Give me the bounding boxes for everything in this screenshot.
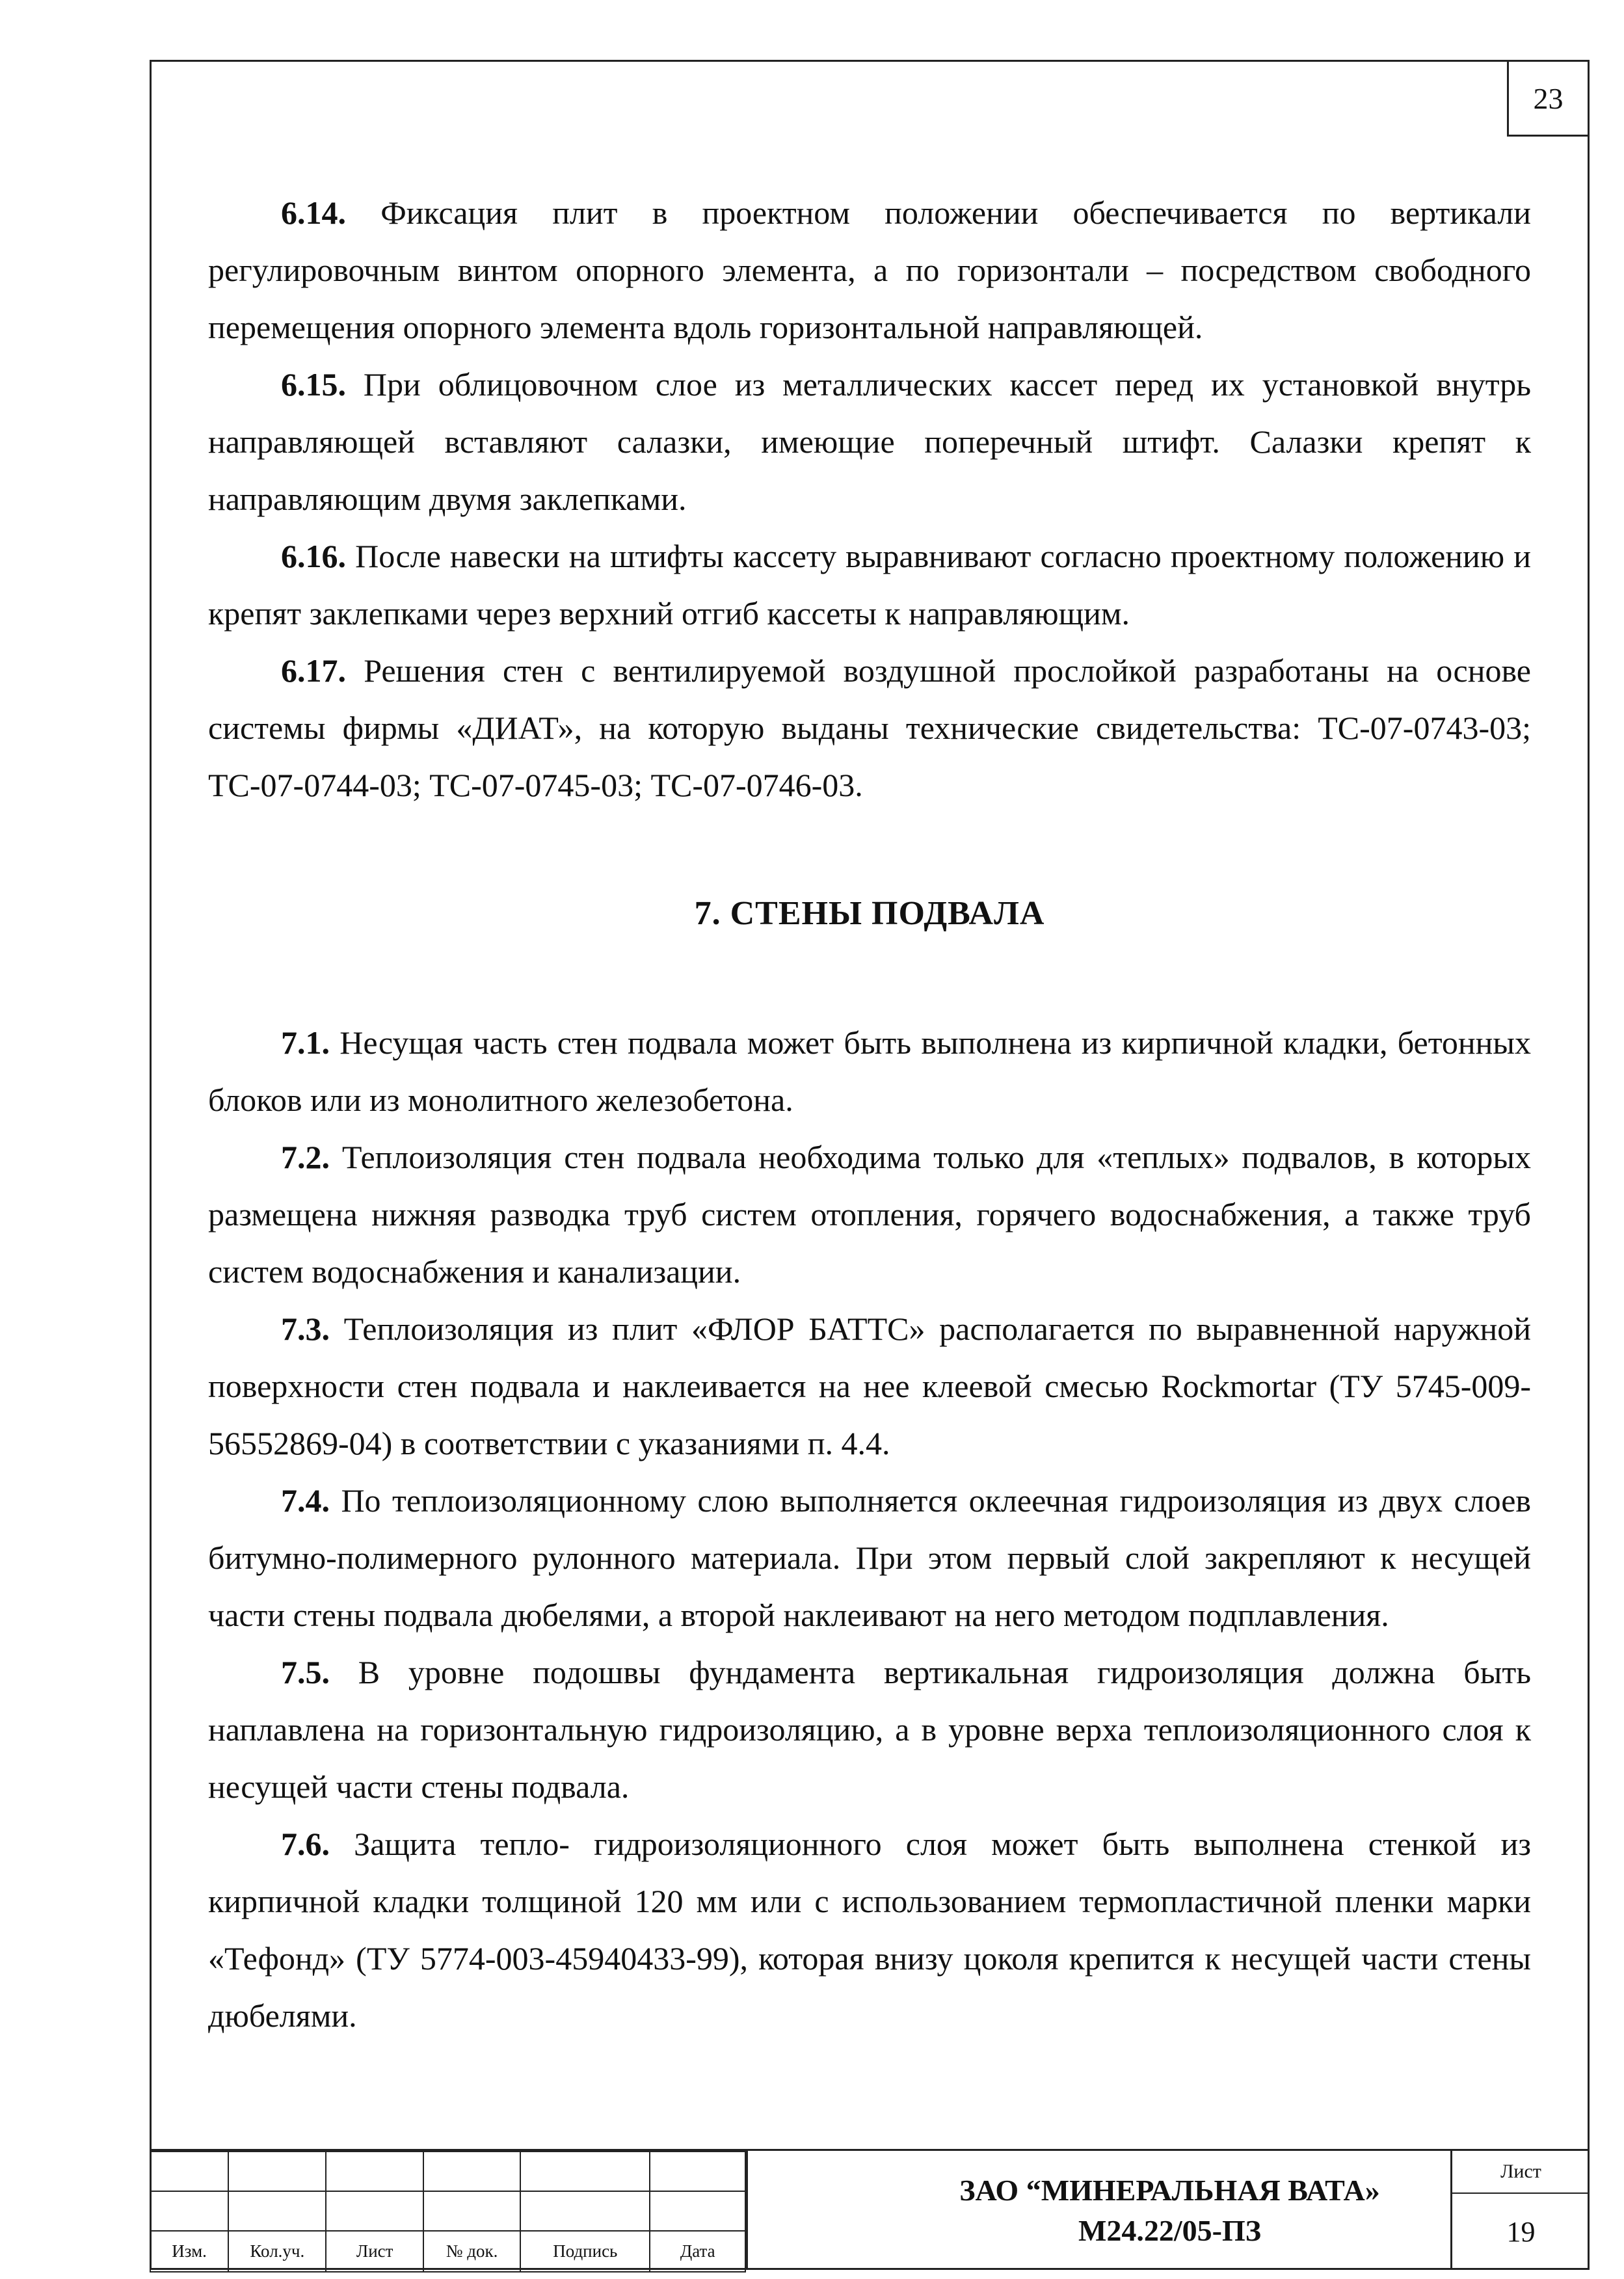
label-kol-uch: Кол.уч.: [228, 2231, 326, 2272]
revision-row: [150, 2152, 745, 2191]
clause-number: 6.15.: [281, 366, 346, 403]
document-body: [208, 184, 1531, 2044]
clause-number: 6.16.: [281, 538, 346, 574]
clause-number: 7.4.: [281, 1482, 330, 1519]
clause-number: 6.14.: [281, 194, 346, 231]
label-izm: Изм.: [150, 2231, 228, 2272]
paragraph-7-3: [208, 1300, 1531, 1472]
clause-text: По теплоизоляционному слою выполняется оклеечная гидроизоляция из двух слоев битумно-полимерного рулонного материала. При этом первый слой закрепляют к несущей части стены подвала дюбелями, а второй наклеивают на него методом подплавления.: [208, 1482, 1531, 1633]
paragraph-6-17: [208, 642, 1531, 814]
clause-number: 6.17.: [281, 652, 346, 689]
paragraph-7-1: [208, 1014, 1531, 1128]
revision-row: [150, 2191, 745, 2231]
label-date: Дата: [650, 2231, 745, 2272]
clause-text: После навески на штифты кассету выравнивают согласно проектному положению и крепят заклепками через верхний отгиб кассеты к направляющим.: [208, 538, 1531, 632]
label-doc-no: № док.: [423, 2231, 520, 2272]
paragraph-7-4: [208, 1472, 1531, 1644]
clause-text: Фиксация плит в проектном положении обеспечивается по вертикали регулировочным винтом опорного элемента, а по горизонтали – посредством свободного перемещения опорного элемента вдоль горизонтальной направляющей.: [208, 194, 1531, 345]
revision-header-row: [150, 2231, 745, 2272]
document-code: М24.22/05-ПЗ: [1078, 2213, 1262, 2247]
paragraph-6-14: [208, 184, 1531, 356]
clause-number: 7.5.: [281, 1654, 330, 1690]
paragraph-7-6: [208, 1815, 1531, 2044]
clause-text: Несущая часть стен подвала может быть выполнена из кирпичной кладки, бетонных блоков или из монолитного железобетона.: [208, 1024, 1531, 1118]
clause-text: Защита тепло- гидроизоляционного слоя может быть выполнена стенкой из кирпичной кладки толщиной 120 мм или с использованием термопластичной пленки марки «Тефонд» (ТУ 5774-003-45940433-99), которая внизу цоколя крепится к несущей части стены дюбелями.: [208, 1826, 1531, 2034]
page-number: 23: [1507, 60, 1590, 137]
clause-number: 7.1.: [281, 1024, 330, 1061]
sheet-label: Лист: [1452, 2151, 1590, 2194]
clause-text: При облицовочном слое из металлических кассет перед их установкой внутрь направляющей вставляют салазки, имеющие поперечный штифт. Салазки крепят к направляющим двумя заклепками.: [208, 366, 1531, 517]
title-block: [150, 2149, 1590, 2270]
clause-number: 7.3.: [281, 1311, 330, 1347]
section-heading: 7. СТЕНЫ ПОДВАЛА: [694, 895, 1045, 932]
clause-text: В уровне подошвы фундамента вертикальная гидроизоляция должна быть наплавлена на горизонтальную гидроизоляцию, а в уровне верха теплоизоляционного слоя к несущей части стены подвала.: [208, 1654, 1531, 1805]
sheet-box: [1450, 2151, 1590, 2270]
label-list: Лист: [326, 2231, 423, 2272]
paragraph-7-2: [208, 1128, 1531, 1300]
label-signature: Подпись: [520, 2231, 650, 2272]
revision-table: [150, 2151, 746, 2272]
paragraph-6-15: [208, 356, 1531, 527]
clause-number: 7.2.: [281, 1139, 330, 1175]
clause-text: Теплоизоляция из плит «ФЛОР БАТТС» располагается по выравненной наружной поверхности стен подвала и наклеивается на нее клеевой смесью Rockmortar (ТУ 5745-009-56552869-04) в соответствии с указаниями п. 4.4.: [208, 1311, 1531, 1461]
company-name: ЗАО “МИНЕРАЛЬНАЯ ВАТА»: [959, 2173, 1380, 2207]
clause-text: Теплоизоляция стен подвала необходима только для «теплых» подвалов, в которых размещена нижняя разводка труб систем отопления, горячего водоснабжения, а также труб систем водоснабжения и канализации.: [208, 1139, 1531, 1290]
paragraph-7-5: [208, 1644, 1531, 1815]
sheet-number: 19: [1506, 2216, 1536, 2248]
paragraph-6-16: [208, 527, 1531, 642]
clause-number: 7.6.: [281, 1826, 330, 1862]
clause-text: Решения стен с вентилируемой воздушной прослойкой разработаны на основе системы фирмы «ДИАТ», на которую выданы технические свидетельства: ТС-07-0743-03; ТС-07-0744-03; ТС-07-0745-03; ТС-07-0746-03.: [208, 652, 1531, 803]
